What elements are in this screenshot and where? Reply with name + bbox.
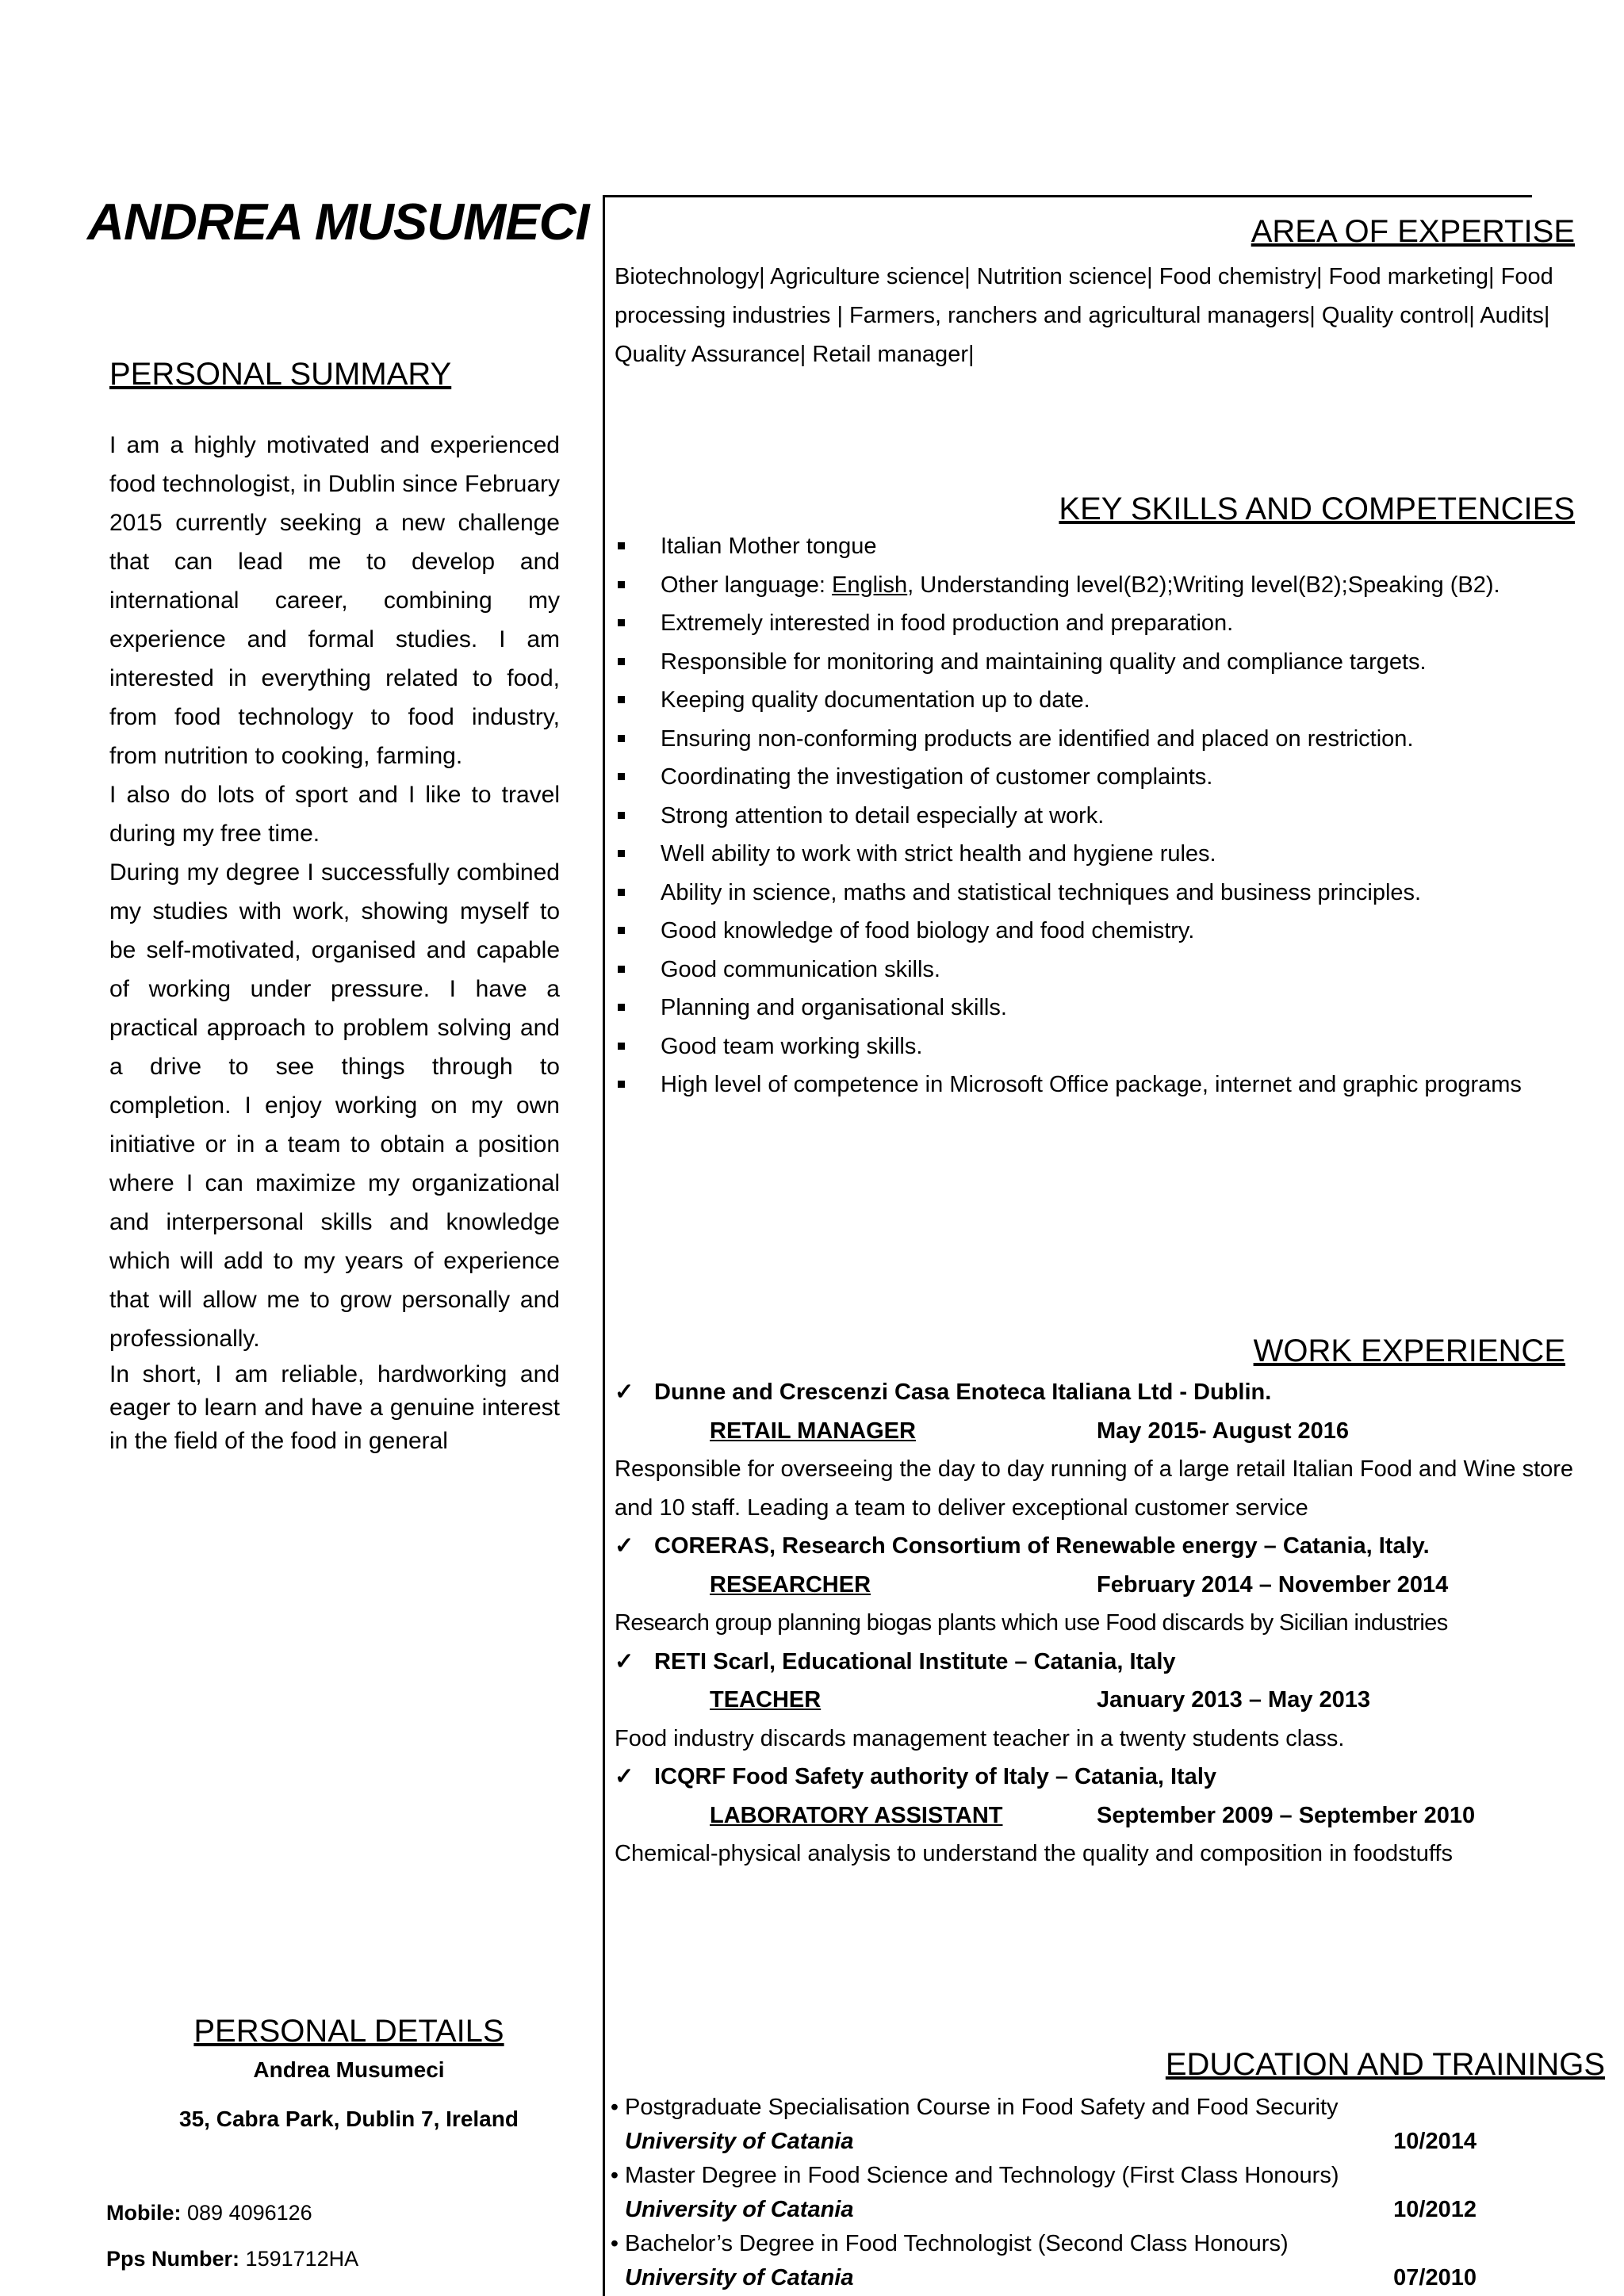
university-name: University of Catania [625,2129,854,2154]
job-entry [615,1643,1582,1758]
course-name: Bachelor’s Degree in Food Technologist (Second Class Honours) [625,2231,1289,2256]
list-item: Italian Mother tongue [615,527,1590,566]
education-entry [604,2091,1477,2159]
job-description: Chemical-physical analysis to understand the quality and composition in foodstuffs [615,1841,1453,1866]
list-item: Planning and organisational skills. [615,989,1590,1027]
checkmark-icon: ✓ [615,1533,634,1559]
list-item: Good team working skills. [615,1027,1590,1066]
company-name: CORERAS, Research Consortium of Renewable energy – Catania, Italy. [654,1533,1430,1559]
personal-details-heading: PERSONAL DETAILS [193,2014,504,2049]
company-name: RETI Scarl, Educational Institute – Catania, Italy [654,1648,1176,1674]
education-entry [604,2227,1477,2295]
summary-paragraph: I also do lots of sport and I like to travel during my free time. [109,782,560,847]
list-item: Coordinating the investigation of customer complaints. [615,758,1590,797]
list-item: Strong attention to detail especially at work. [615,797,1590,836]
job-description: Responsible for overseeing the day to day running of a large retail Italian Food and Wine store and 10 staff. Leading a team to deliver exceptional customer service [615,1456,1574,1521]
column-divider [603,195,605,2296]
course-name: Master Degree in Food Science and Technology (First Class Honours) [625,2163,1339,2188]
job-dates: September 2009 – September 2010 [1097,1802,1476,1828]
list-item: Keeping quality documentation up to date. [615,681,1590,720]
area-of-expertise-text: Biotechnology| Agriculture science| Nutrition science| Food chemistry| Food marketing| Food processing industries | Farmers, ranchers and agricultural managers| Quality control| Audits| Quality Assurance| Retail manager| [615,264,1553,367]
other-language-prefix: Other language: [661,572,833,598]
pps-row [106,2247,358,2271]
job-dates: January 2013 – May 2013 [1097,1687,1371,1712]
job-description: Food industry discards management teacher in a twenty students class. [615,1725,1345,1751]
job-entry [615,1373,1582,1527]
key-skills-list [615,527,1590,1097]
job-dates: February 2014 – November 2014 [1097,1571,1449,1598]
list-item: Ensuring non-conforming products are identified and placed on restriction. [615,720,1590,759]
personal-summary-heading: PERSONAL SUMMARY [109,357,452,392]
bullet-icon: • [610,2231,619,2256]
job-dates: May 2015- August 2016 [1097,1418,1350,1444]
details-full-name: Andrea Musumeci [253,2057,445,2082]
checkmark-icon: ✓ [615,1648,634,1674]
candidate-name: ANDREA MUSUMECI [87,193,589,251]
job-entry [615,1527,1582,1643]
list-item: High level of competence in Microsoft Office package, internet and graphic programs [615,1066,1590,1104]
education-date: 07/2010 [1393,2265,1477,2290]
list-item [615,566,1590,605]
work-experience-list [615,1373,1582,1866]
education-date: 10/2012 [1393,2197,1477,2222]
job-role: RESEARCHER [710,1571,871,1598]
summary-paragraph: I am a highly motivated and experienced food technologist, in Dublin since February 2015 currently seeking a new challenge that can lead me to develop and international career, combining my experience and formal studies. I am interested in everything related to food, from food technology to food industry, from nutrition to cooking, farming. [109,432,560,769]
mobile-number: 089 4096126 [187,2201,312,2225]
company-name: Dunne and Crescenzi Casa Enoteca Italiana Ltd - Dublin. [654,1380,1272,1405]
bullet-icon: • [610,2163,619,2188]
job-role: LABORATORY ASSISTANT [710,1802,1003,1828]
area-of-expertise-heading: AREA OF EXPERTISE [1251,214,1575,249]
personal-summary [109,426,560,1458]
pps-number: 1591712HA [245,2247,359,2271]
bullet-icon: • [610,2095,619,2120]
work-experience-heading: WORK EXPERIENCE [1253,1334,1565,1368]
key-skills-heading: KEY SKILLS AND COMPETENCIES [1059,492,1575,526]
language-link[interactable]: English [832,572,908,598]
pps-label: Pps Number: [106,2247,240,2271]
checkmark-icon: ✓ [615,1764,634,1789]
list-item: Extremely interested in food production and preparation. [615,604,1590,643]
mobile-row [106,2201,312,2225]
summary-paragraph: During my degree I successfully combined my studies with work, showing myself to be self-motivated, organised and capable of working under pressure. I have a practical approach to problem solving and a drive to see things through to completion. I enjoy working on my own initiative or in a team to obtain a position where I can maximize my organizational and interpersonal skills and knowledge which will add to my years of experience that will allow me to grow personally and professionally. [109,859,560,1352]
job-role: RETAIL MANAGER [710,1418,916,1444]
summary-paragraph: In short, I am reliable, hardworking and eager to learn and have a genuine interest in the field of the food in general [109,1361,560,1454]
other-language-suffix: , Understanding level(B2);Writing level(B2);Speaking (B2). [907,572,1500,598]
course-name: Postgraduate Specialisation Course in Food Safety and Food Security [625,2095,1339,2120]
list-item: Good communication skills. [615,951,1590,989]
education-list [604,2091,1477,2295]
education-heading: EDUCATION AND TRAININGS [1165,2047,1605,2082]
list-item: Responsible for monitoring and maintaining quality and compliance targets. [615,643,1590,682]
university-name: University of Catania [625,2197,854,2222]
details-address: 35, Cabra Park, Dublin 7, Ireland [179,2107,519,2131]
job-description: Research group planning biogas plants which use Food discards by Sicilian industries [615,1610,1448,1636]
education-date: 10/2014 [1393,2129,1477,2154]
list-item: Good knowledge of food biology and food chemistry. [615,912,1590,951]
mobile-label: Mobile: [106,2201,182,2225]
education-entry [604,2159,1477,2227]
checkmark-icon: ✓ [615,1380,634,1405]
job-entry [615,1758,1582,1873]
job-role: TEACHER [710,1687,822,1712]
university-name: University of Catania [625,2265,854,2290]
top-divider [603,195,1532,197]
company-name: ICQRF Food Safety authority of Italy – Catania, Italy [654,1764,1216,1789]
list-item: Ability in science, maths and statistical techniques and business principles. [615,874,1590,913]
list-item: Well ability to work with strict health and hygiene rules. [615,835,1590,874]
